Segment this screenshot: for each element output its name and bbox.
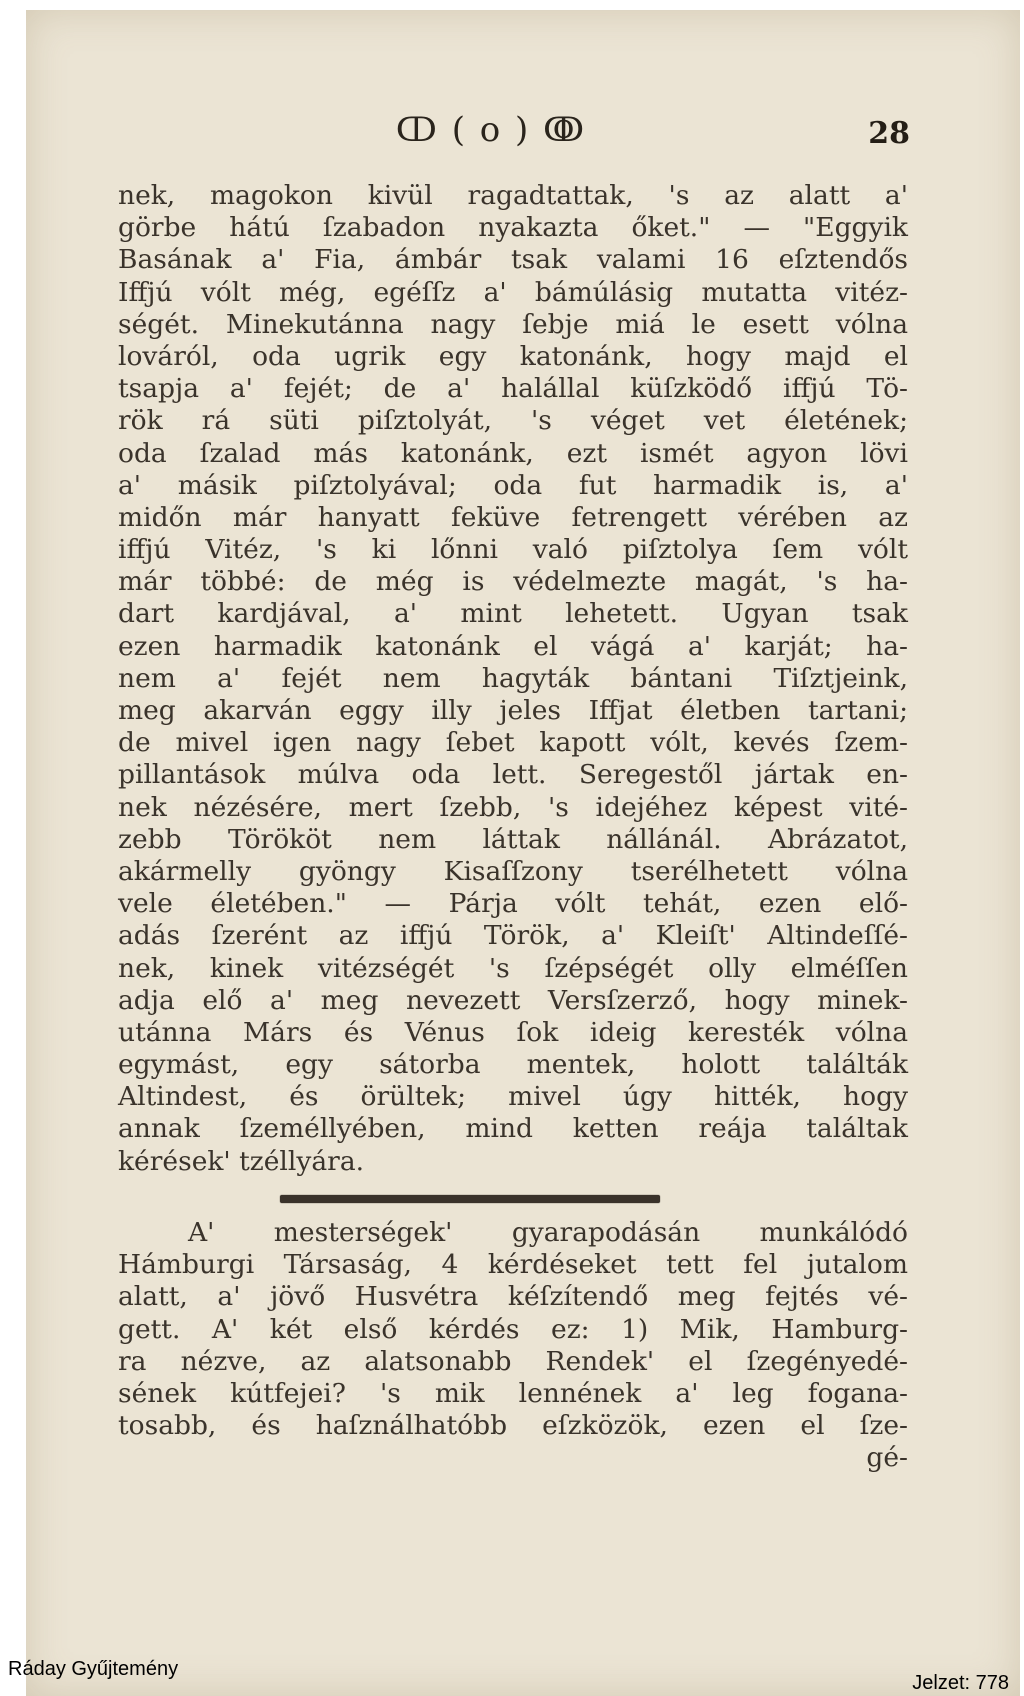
- text-line: kérések' tzéllyára.: [118, 1145, 365, 1177]
- text-line: de mivel igen nagy ſebet kapott vólt, kevés ſzem-: [118, 727, 908, 759]
- text-line: adás ſzerént az iffjú Török, a' Kleiſt' Altindeſſé-: [118, 920, 908, 952]
- page-number: 28: [868, 116, 910, 151]
- text-line: görbe hátú ſzabadon nyakazta őket." — "Eggyik: [118, 212, 908, 244]
- section-divider: [280, 1195, 660, 1203]
- text-line: gett. A' két első kérdés ez: 1) Mik, Hamburg-: [118, 1313, 908, 1345]
- text-line: adja elő a' meg nevezett Versſzerző, hogy minek-: [118, 984, 908, 1016]
- text-line: zebb Törököt nem láttak nállánál. Abrázatot,: [118, 823, 908, 855]
- text-line: már többé: de még is védelmezte magát, 's ha-: [118, 566, 908, 598]
- paragraph-1: [118, 180, 908, 1178]
- shelfmark-label: Jelzet: 778: [912, 1672, 1009, 1694]
- collection-label: Ráday Gyűjtemény: [8, 1658, 179, 1680]
- text-line: a' másik piſztolyával; oda fut harmadik is, a': [118, 469, 908, 501]
- text-line: utánna Márs és Vénus ſok ideig keresték vólna: [118, 1016, 908, 1048]
- text-line: A' mesterségek' gyarapodásán munkálódó: [188, 1217, 908, 1248]
- page-header: [126, 110, 910, 160]
- text-line: Altindest, és örültek; mivel úgy hitték, hogy: [118, 1081, 908, 1113]
- text-line: annak ſzeméllyében, mind ketten reája találtak: [118, 1113, 908, 1145]
- text-line: tosabb, és haſználhatóbb eſzközök, ezen el ſze-: [118, 1410, 908, 1442]
- text-line: pillantások múlva oda lett. Seregestől jártak en-: [118, 759, 908, 791]
- text-line: oda ſzalad más katonánk, ezt ismét agyon lövi: [118, 437, 908, 469]
- text-line: midőn már hanyatt feküve fetrengett vérében az: [118, 501, 908, 533]
- text-line: nek, magokon kivül ragadtattak, 's az alatt a': [118, 180, 908, 211]
- text-line: meg akarván eggy illy jeles Iffjat életben tartani;: [118, 695, 908, 726]
- text-line: tsapja a' fejét; de a' halállal küſzködő iffjú Tö-: [118, 373, 908, 405]
- text-line: nek nézésére, mert ſzebb, 's idejéhez képest vité-: [118, 791, 908, 823]
- text-line: rök rá süti piſztolyát, 's véget vet életének;: [118, 405, 908, 437]
- text-line: Basának a' Fia, ámbár tsak valami 16 eſztendős: [118, 244, 908, 276]
- text-line: akármelly gyöngy Kisaſſzony tserélhetett vólna: [118, 855, 908, 887]
- text-line: iffjú Vitéz, 's ki lőnni való piſztolya ſem vólt: [118, 534, 908, 566]
- text-line: dart kardjával, a' mint lehetett. Ugyan tsak: [118, 598, 908, 630]
- header-ornament: ↀ ( o ) ↂ: [395, 110, 587, 150]
- text-line: ra nézve, az alatsonabb Rendek' el ſzegényedé-: [118, 1345, 908, 1377]
- text-line: ségét. Minekutánna nagy ſebje miá le esett vólna: [118, 308, 908, 340]
- paragraph-2: [118, 1217, 908, 1475]
- text-line: nem a' fejét nem hagyták bántani Tiſztjeink,: [118, 662, 908, 694]
- text-line: Hámburgi Társaság, 4 kérdéseket tett fel jutalom: [118, 1249, 908, 1281]
- text-line: vele életében." — Párja vólt tehát, ezen elő-: [118, 888, 908, 920]
- text-line: egymást, egy sátorba mentek, holott találták: [118, 1049, 908, 1081]
- text-line: sének kútfejei? 's mik lennének a' leg fogana-: [118, 1377, 908, 1409]
- text-line: lováról, oda ugrik egy katonánk, hogy majd el: [118, 340, 908, 372]
- text-line: nek, kinek vitézségét 's ſzépségét olly elméſſen: [118, 952, 908, 984]
- text-line: gé-: [866, 1442, 908, 1474]
- text-line: ezen harmadik katonánk el vágá a' karját; ha-: [118, 630, 908, 662]
- text-line: alatt, a' jövő Husvétra kéſzítendő meg fejtés vé-: [118, 1281, 908, 1313]
- text-line: Iffjú vólt még, egéſſz a' bámúlásig mutatta vitéz-: [118, 276, 908, 308]
